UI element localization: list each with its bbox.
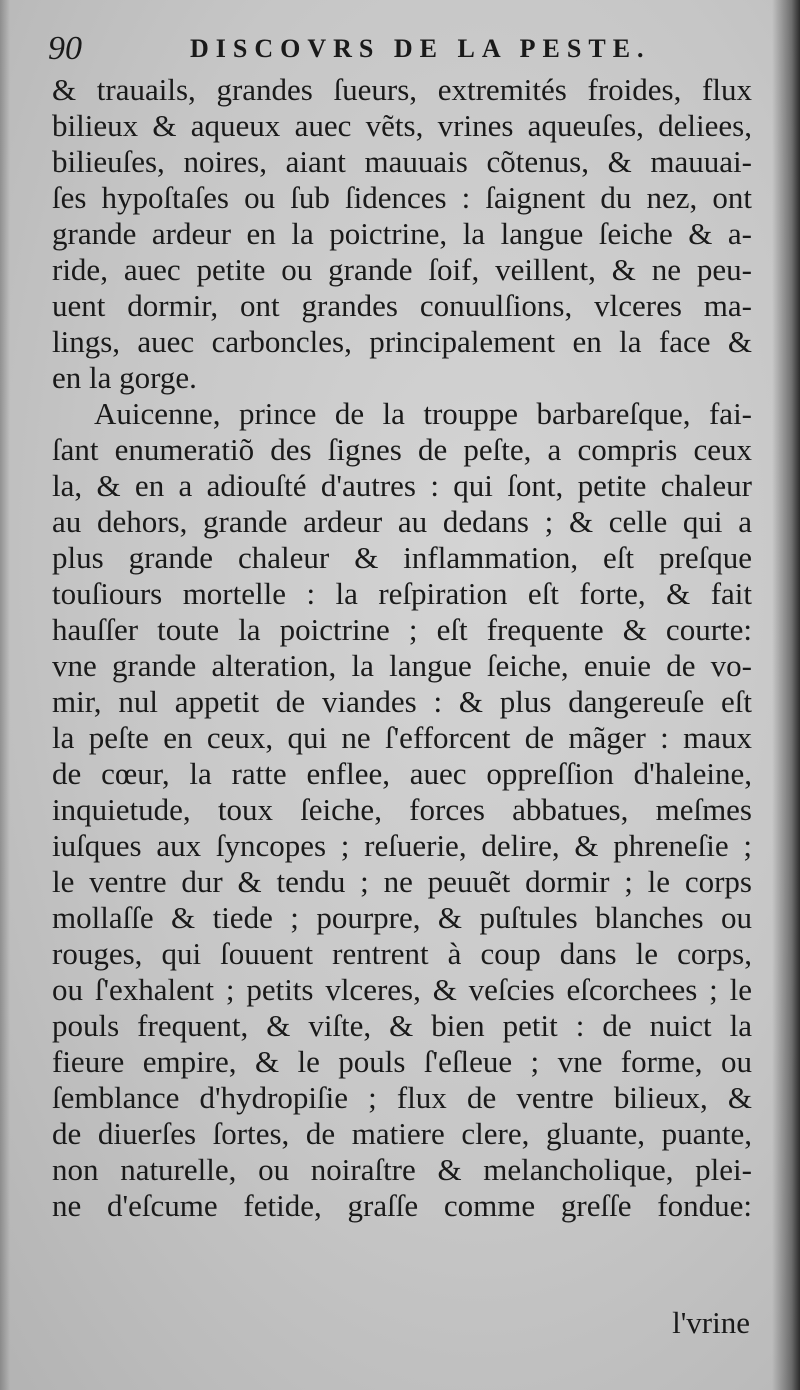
text-line: Auicenne, prince de la trouppe barbareſque, fai-: [94, 396, 752, 431]
text-line: plus grande chaleur & inflammation, eſt preſque: [52, 540, 752, 575]
text-line: en la gorge.: [52, 360, 197, 395]
text-line: iuſques aux ſyncopes ; reſuerie, delire, & phreneſie ;: [52, 828, 752, 863]
paragraph-1: [52, 72, 752, 396]
text-line: rouges, qui ſouuent rentrent à coup dans le corps,: [52, 936, 752, 971]
text-line: le ventre dur & tendu ; ne peuuẽt dormir ; le corps: [52, 864, 752, 899]
text-line: grande ardeur en la poictrine, la langue ſeiche & a-: [52, 216, 752, 251]
text-line: ride, auec petite ou grande ſoif, veillent, & ne peu-: [52, 252, 752, 287]
text-line: mir, nul appetit de viandes : & plus dangereuſe eſt: [52, 684, 752, 719]
text-line: touſiours mortelle : la reſpiration eſt forte, & fait: [52, 576, 752, 611]
text-line: fieure empire, & le pouls ſ'eſleue ; vne forme, ou: [52, 1044, 752, 1079]
text-line: de diuerſes ſortes, de matiere clere, gluante, puante,: [52, 1116, 752, 1151]
paragraph-2: [52, 396, 752, 1224]
text-line: de cœur, la ratte enflee, auec oppreſſion d'haleine,: [52, 756, 752, 791]
text-line: bilieux & aqueux auec vẽts, vrines aqueuſes, deliees,: [52, 108, 752, 143]
text-line: au dehors, grande ardeur au dedans ; & celle qui a: [52, 504, 752, 539]
running-title: DISCOVRS DE LA PESTE.: [190, 34, 651, 63]
text-line: ſemblance d'hydropiſie ; flux de ventre bilieux, &: [52, 1080, 752, 1115]
text-line: bilieuſes, noires, aiant mauuais cõtenus, & mauuai-: [52, 144, 752, 179]
text-line: ſes hypoſtaſes ou ſub ſidences : ſaignent du nez, ont: [52, 180, 752, 215]
text-line: non naturelle, ou noiraſtre & melancholique, plei-: [52, 1152, 752, 1187]
text-line: pouls frequent, & viſte, & bien petit : de nuict la: [52, 1008, 752, 1043]
text-line: uent dormir, ont grandes conuulſions, vlceres ma-: [52, 288, 752, 323]
page-header: [40, 30, 760, 70]
text-line: la, & en a adiouſté d'autres : qui ſont, petite chaleur: [52, 468, 752, 503]
text-line: la peſte en ceux, qui ne ſ'efforcent de mãger : maux: [52, 720, 752, 755]
page-gutter-shadow: [0, 0, 10, 1390]
text-line: ne d'eſcume fetide, graſſe comme greſſe fondue:: [52, 1188, 752, 1223]
page-edge-shadow: [772, 0, 800, 1390]
text-line: hauſſer toute la poictrine ; eſt frequente & courte:: [52, 612, 752, 647]
text-line: vne grande alteration, la langue ſeiche, enuie de vo-: [52, 648, 752, 683]
text-line: & trauails, grandes ſueurs, extremités froides, flux: [52, 72, 752, 107]
body-text: [52, 72, 752, 1224]
text-line: lings, auec carboncles, principalement en la face &: [52, 324, 752, 359]
text-line: inquietude, toux ſeiche, forces abbatues, meſmes: [52, 792, 752, 827]
catchword: l'vrine: [672, 1305, 750, 1340]
page-number: 90: [48, 30, 82, 67]
text-line: ou ſ'exhalent ; petits vlceres, & veſcies eſcorchees ; le: [52, 972, 752, 1007]
text-line: ſant enumeratiõ des ſignes de peſte, a compris ceux: [52, 432, 752, 467]
text-line: mollaſſe & tiede ; pourpre, & puſtules blanches ou: [52, 900, 752, 935]
